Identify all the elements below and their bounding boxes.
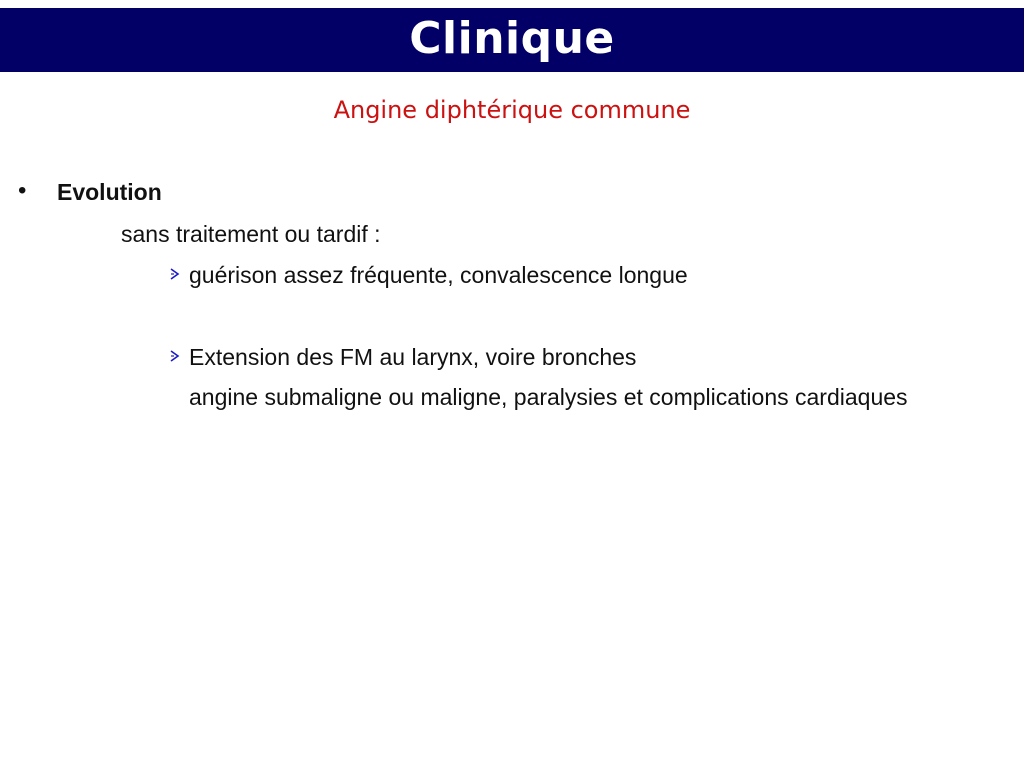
slide-subtitle: Angine diphtérique commune bbox=[333, 96, 691, 124]
sub-heading: sans traitement ou tardif : bbox=[121, 221, 381, 247]
list-item-continuation: angine submaligne ou maligne, paralysies et complications cardiaques bbox=[189, 384, 908, 410]
slide-title: Clinique bbox=[409, 13, 615, 64]
list-item: Extension des FM au larynx, voire bronches bbox=[189, 344, 637, 370]
arrow-bullet-icon bbox=[170, 350, 182, 364]
section-title: Evolution bbox=[57, 179, 162, 205]
bullet-dot-icon: • bbox=[18, 177, 27, 204]
arrow-bullet-icon bbox=[170, 268, 182, 282]
list-item: guérison assez fréquente, convalescence longue bbox=[189, 262, 688, 288]
